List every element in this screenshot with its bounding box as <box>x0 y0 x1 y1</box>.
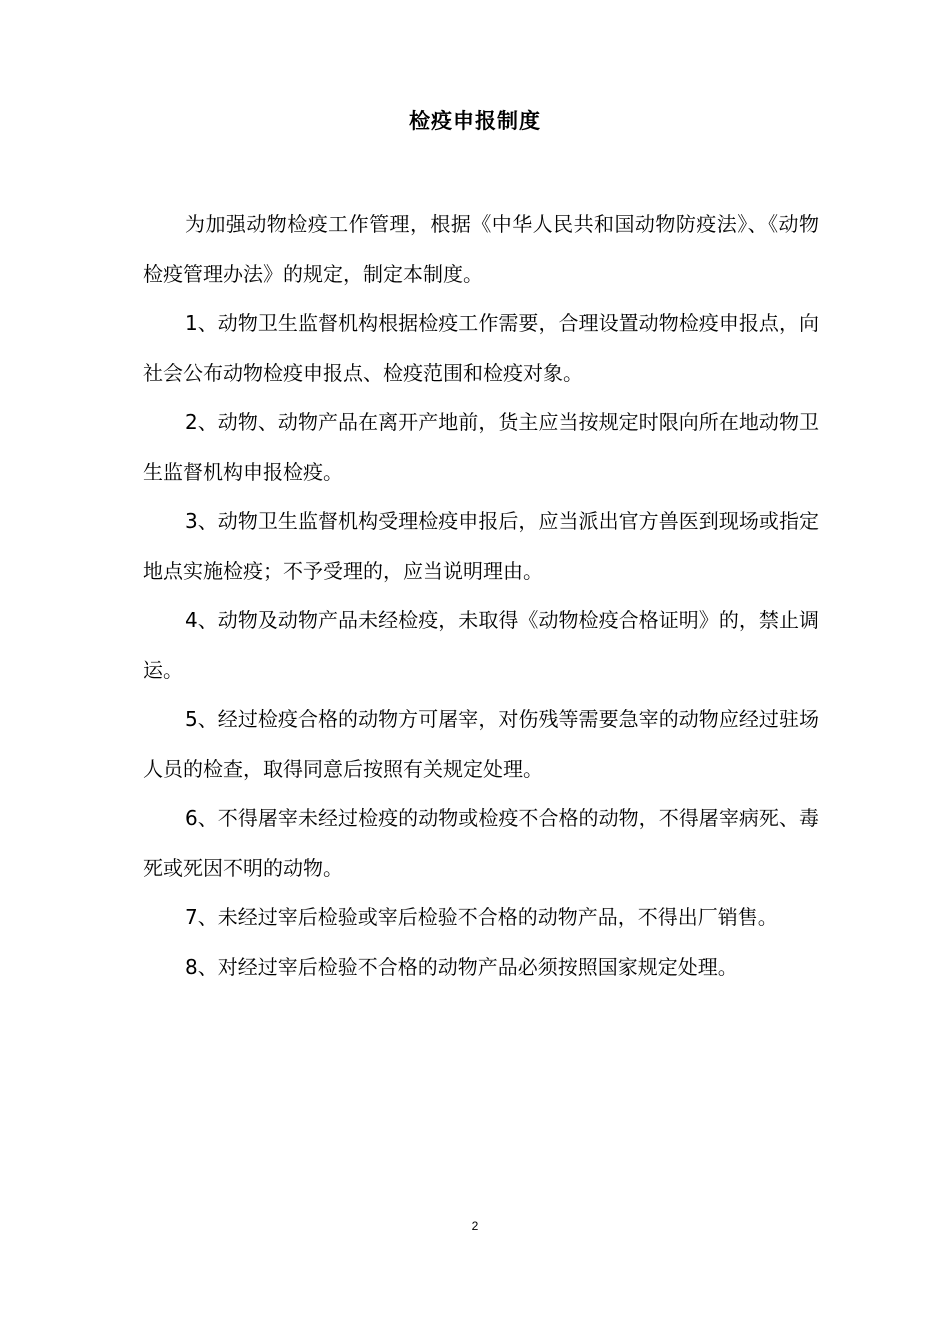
paragraph-intro: 为加强动物检疫工作管理，根据《中华人民共和国动物防疫法》、《动物检疫管理办法》的规定，制定本制度。 <box>143 212 819 286</box>
paragraph-item-4: 4、动物及动物产品未经检疫，未取得《动物检疫合格证明》的，禁止调运。 <box>143 608 819 682</box>
paragraph-item-2: 2、动物、动物产品在离开产地前，货主应当按规定时限向所在地动物卫生监督机构申报检疫。 <box>143 410 819 484</box>
paragraph-item-5: 5、经过检疫合格的动物方可屠宰，对伤残等需要急宰的动物应经过驻场人员的检查，取得同意后按照有关规定处理。 <box>143 707 819 781</box>
document-body <box>143 200 819 992</box>
paragraph-item-3: 3、动物卫生监督机构受理检疫申报后，应当派出官方兽医到现场或指定地点实施检疫；不予受理的，应当说明理由。 <box>143 509 819 583</box>
paragraph-item-1: 1、动物卫生监督机构根据检疫工作需要，合理设置动物检疫申报点，向社会公布动物检疫申报点、检疫范围和检疫对象。 <box>143 311 819 385</box>
paragraph-item-6: 6、不得屠宰未经过检疫的动物或检疫不合格的动物，不得屠宰病死、毒死或死因不明的动物。 <box>143 806 819 880</box>
paragraph-item-7: 7、未经过宰后检验或宰后检验不合格的动物产品，不得出厂销售。 <box>185 905 778 929</box>
document-title: 检疫申报制度 <box>409 109 541 133</box>
paragraph-item-8: 8、对经过宰后检验不合格的动物产品必须按照国家规定处理。 <box>185 954 738 979</box>
page-number: 2 <box>471 1219 479 1233</box>
